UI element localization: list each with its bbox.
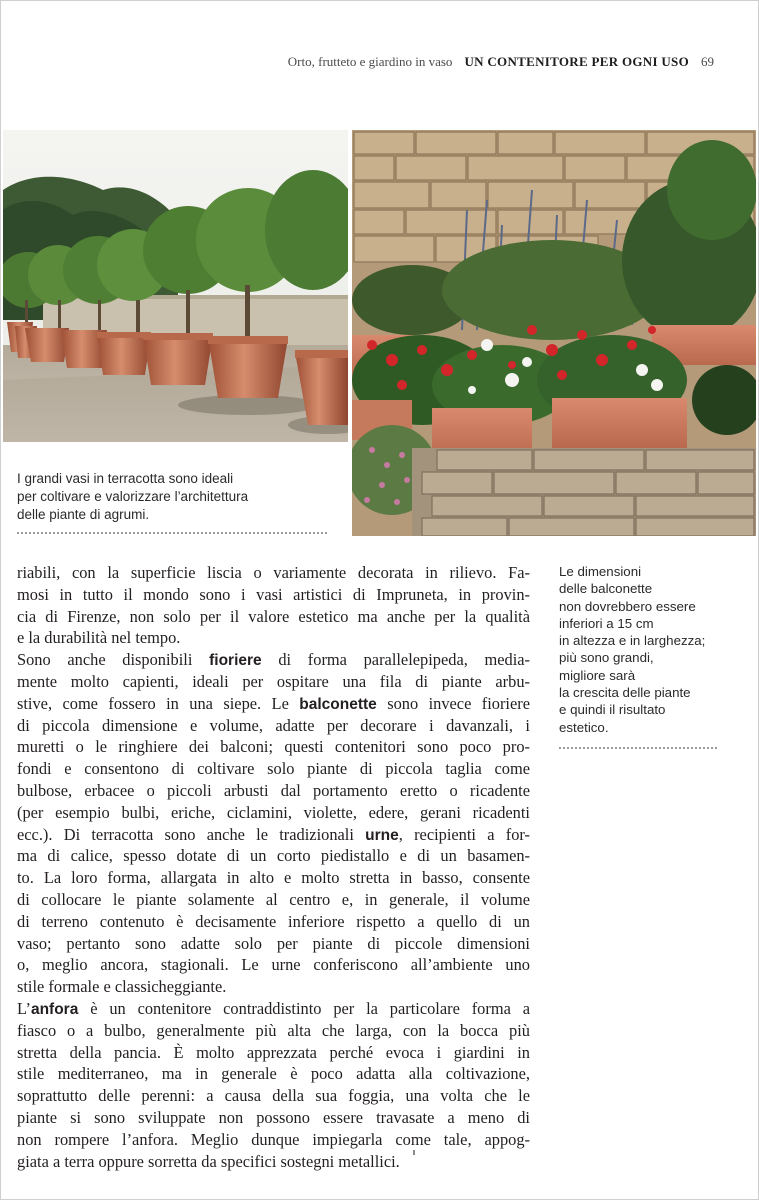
- sidebar-dotted-rule: [559, 747, 717, 749]
- body-line: [17, 780, 530, 802]
- footer-mark: [413, 1150, 415, 1155]
- running-header: [288, 54, 714, 70]
- photo-balconette-planters-on-wall: [352, 130, 756, 536]
- body-line: [17, 954, 530, 976]
- body-text-run: di piccola dimensione e volume, adatte per decorare i davanzali, i: [17, 715, 530, 735]
- sidebar-line: delle balconette: [559, 581, 653, 597]
- key-term: fioriere: [209, 652, 262, 670]
- body-line: [17, 867, 530, 889]
- body-text-run: di forma parallelepipeda, media-: [261, 650, 531, 670]
- body-text-run: fondi e consentono di coltivare solo piante di piccola taglia come: [17, 759, 530, 779]
- body-text-run: stile mediterraneo, ma in generale è poco adatta alla coltivazione,: [17, 1064, 530, 1084]
- body-line: [17, 1042, 530, 1064]
- key-term: anfora: [30, 1000, 79, 1018]
- sidebar-line: e quindi il risultato: [559, 702, 666, 718]
- body-text-run: è un contenitore contraddistinto per la particolare forma a: [78, 998, 530, 1018]
- body-text-run: vaso; pertanto sono adatte solo per piante di piccole dimensioni: [17, 933, 530, 953]
- body-text-run: giata a terra oppure sorretta da specifici sostegni metallici.: [17, 1151, 400, 1171]
- sidebar-note: [559, 563, 739, 736]
- body-line: [17, 1063, 530, 1085]
- body-text-run: soprattutto delle perenni: a causa della sua foggia, una volta che le: [17, 1086, 530, 1106]
- body-text-run: di collocare le piante solamente al centro e, in generale, il volume: [17, 889, 530, 909]
- body-text: [17, 562, 530, 1172]
- sidebar-line: Le dimensioni: [559, 564, 642, 579]
- body-text-run: , recipienti a for-: [398, 824, 531, 844]
- body-text-run: mente molto capienti, ideali per ospitare una fila di piante arbu-: [17, 671, 530, 691]
- body-text-run: riabili, con la superficie liscia o variamente decorata in rilievo. Fa-: [17, 563, 530, 582]
- sidebar-line: in altezza e in larghezza;: [559, 633, 706, 649]
- book-title: Orto, frutteto e giardino in vaso: [287, 54, 453, 69]
- body-line: [17, 889, 530, 911]
- photo-citrus-terracotta-pots: [3, 130, 348, 442]
- body-text-run: fiasco o a bulbo, generalmente più alta che larga, con la bocca più: [17, 1020, 530, 1040]
- body-text-run: cia di Firenze, non solo per il valore estetico ma anche per la qualità: [17, 606, 530, 626]
- body-line: [17, 1085, 530, 1107]
- key-term: urne: [365, 826, 399, 844]
- body-text-run: di terreno contenuto è decisamente inferiore rispetto a quello di un: [17, 911, 530, 931]
- body-text-run: to. La loro forma, allargata in alto e molto stretta in basso, consente: [17, 868, 530, 888]
- body-line: [17, 606, 530, 628]
- body-line: [17, 845, 530, 867]
- body-text-run: muretti o le ringhiere dei balconi; questi contenitori sono poco pro-: [17, 737, 530, 757]
- body-line: [17, 736, 530, 758]
- sidebar-line: estetico.: [559, 719, 609, 735]
- key-term: balconette: [299, 695, 377, 713]
- body-line: [17, 584, 530, 606]
- page-number: 69: [701, 54, 714, 69]
- body-text-run: stile formale e classicheggiante.: [17, 977, 227, 997]
- body-line: [17, 671, 530, 693]
- body-line: [17, 1020, 530, 1042]
- body-line: [17, 627, 530, 649]
- body-line: [17, 1129, 530, 1151]
- body-line: [17, 693, 530, 715]
- body-line: [17, 1151, 530, 1173]
- citrus-pots-illustration: [3, 130, 348, 442]
- body-text-run: o, meglio ancora, stagionali. Le urne conferiscono all’ambiente uno: [17, 955, 530, 975]
- body-text-run: L’: [17, 998, 31, 1018]
- body-line: [17, 933, 530, 955]
- planters-wall-illustration: [352, 130, 756, 536]
- sidebar-line: inferiori a 15 cm: [559, 615, 654, 631]
- body-line: [17, 649, 530, 671]
- caption-line: per coltivare e valorizzare l’architettura: [17, 489, 249, 504]
- photo-caption: [17, 470, 332, 524]
- body-text-run: bulbose, erbacee o piccoli arbusti dal portamento eretto o ricadente: [17, 780, 530, 800]
- body-line: [17, 824, 530, 846]
- sidebar-line: non dovrebbero essere: [559, 598, 696, 614]
- body-text-run: stive, come fossero in una siepe. Le: [17, 693, 300, 713]
- body-line: [17, 758, 530, 780]
- section-title: UN CONTENITORE PER OGNI USO: [464, 54, 689, 69]
- body-text-run: piante si sono sviluppate non possono essere travasate a meno di: [17, 1107, 530, 1127]
- body-text-run: sono invece fioriere: [376, 693, 530, 713]
- caption-line: I grandi vasi in terracotta sono ideali: [17, 471, 234, 486]
- body-text-run: stretta della pancia. È molto apprezzata perché evoca i giardini in: [17, 1042, 530, 1062]
- body-text-run: mosi in tutto il mondo sono i vasi artistici di Impruneta, in provin-: [17, 584, 530, 604]
- body-line: [17, 562, 530, 584]
- sidebar-line: migliore sarà: [559, 667, 636, 683]
- body-line: [17, 976, 530, 998]
- body-text-run: e la durabilità nel tempo.: [17, 628, 181, 648]
- body-text-run: non rompere l’anfora. Meglio dunque impiegarla come tale, appog-: [17, 1129, 530, 1149]
- sidebar-line: più sono grandi,: [559, 650, 654, 666]
- sidebar-line: la crescita delle piante: [559, 685, 691, 701]
- body-text-run: ma di calice, spesso dotate di un corto piedistallo e di un basamen-: [17, 846, 530, 866]
- body-line: [17, 715, 530, 737]
- caption-line: delle piante di agrumi.: [17, 507, 150, 522]
- body-line: [17, 998, 530, 1020]
- body-text-run: (per esempio bulbi, eriche, ciclamini, violette, edere, gerani ricadenti: [17, 802, 530, 822]
- body-line: [17, 1107, 530, 1129]
- body-line: [17, 911, 530, 933]
- body-line: [17, 802, 530, 824]
- caption-dotted-rule: [17, 532, 327, 534]
- body-text-run: Sono anche disponibili: [17, 650, 210, 670]
- body-text-run: ecc.). Di terracotta sono anche le tradizionali: [17, 824, 366, 844]
